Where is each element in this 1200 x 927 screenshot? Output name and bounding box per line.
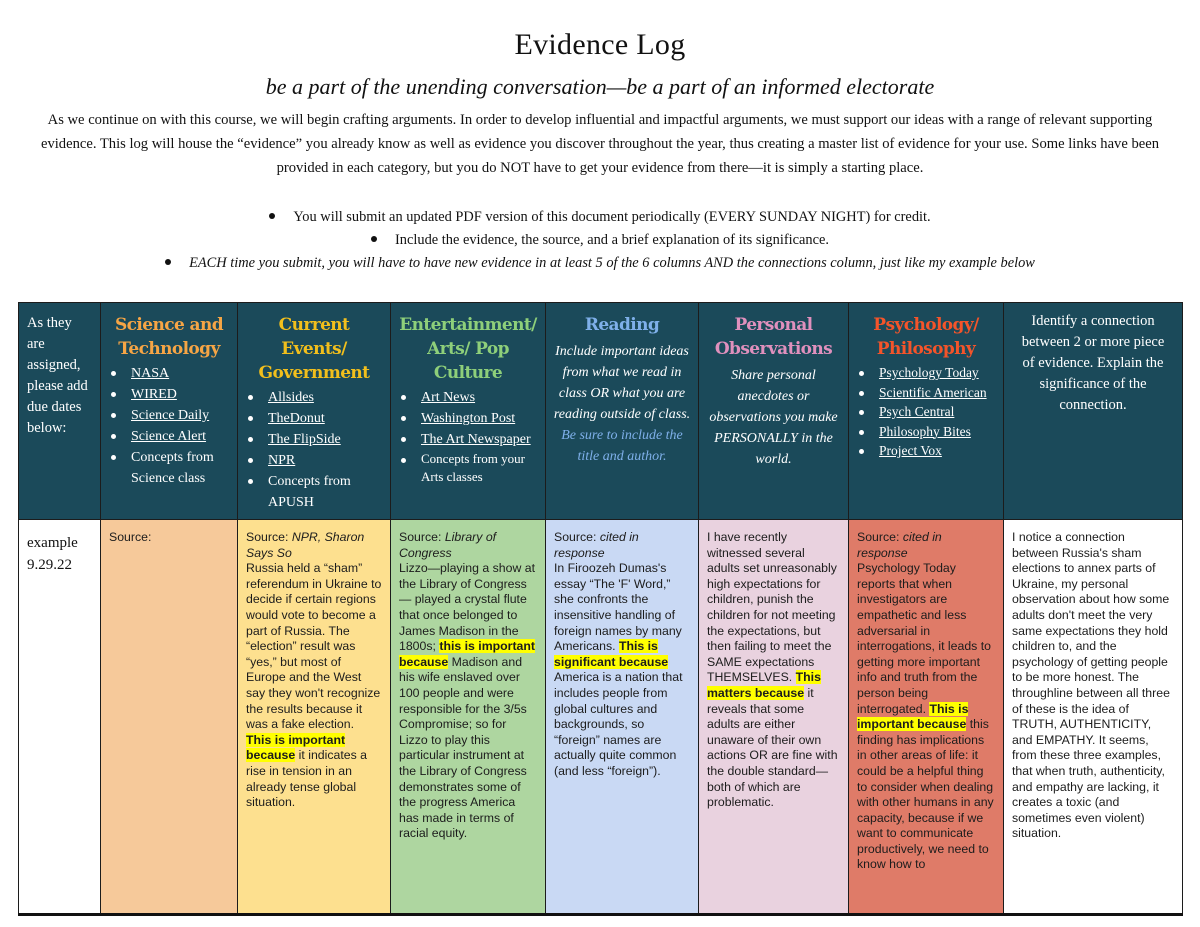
art-news-link[interactable]: Art News xyxy=(421,390,476,405)
reading-header xyxy=(546,303,699,520)
bullet-item: EACH time you submit, you will have to have new evidence in at least 5 of the 6 columns AND the connections column, just like my example below xyxy=(0,252,1200,275)
reading-note-citation: Be sure to include the title and author. xyxy=(561,428,683,464)
apush-concepts: Concepts from APUSH xyxy=(244,471,384,513)
art-newspaper-link[interactable]: The Art Newspaper xyxy=(421,432,531,447)
science-alert-link[interactable]: Science Alert xyxy=(131,429,207,444)
highlight: this is important because xyxy=(399,639,535,669)
example-entertainment-cell[interactable]: Source: Library of Congress Lizzo—playing a show at the Library of Congress— played a crystal flute that once belonged to James Madison in the 1800s; this is important because Madison and his wife enslaved over 100 people and were responsible for the 3/5s Compromise; so for Lizzo to play this particular instrument at the Library of Congress demonstrates some of the progress America has made in terms of racial equity. xyxy=(391,520,546,915)
reading-title: Reading xyxy=(584,315,660,335)
page-subtitle: be a part of the unending conversation—be a part of an informed electorate xyxy=(265,74,935,99)
science-title: Science and Technology xyxy=(114,315,223,359)
wired-link[interactable]: WIRED xyxy=(131,387,177,402)
arts-concepts: Concepts from your Arts classes xyxy=(397,450,539,486)
nasa-link[interactable]: NASA xyxy=(131,366,170,381)
example-reading-cell[interactable]: Source: cited in response In Firoozeh Dumas's essay “The 'F' Word,” she confronts the insensitive handling of foreign names by many Americans. This is significant because America is a nation that includes people from global cultures and backgrounds, so “foreign” names are actually quite common (and less “foreign”). xyxy=(546,520,699,915)
scientific-american-link[interactable]: Scientific American xyxy=(879,384,987,400)
current-events-header xyxy=(238,303,391,520)
highlight: This matters because xyxy=(707,670,821,700)
bullet-icon xyxy=(165,259,171,265)
thedonut-link[interactable]: TheDonut xyxy=(268,411,325,426)
project-vox-link[interactable]: Project Vox xyxy=(879,443,942,458)
instruction-bullets xyxy=(0,206,1200,275)
bullet-icon xyxy=(371,236,377,242)
highlight: This is important because xyxy=(246,732,346,763)
philosophy-bites-link[interactable]: Philosophy Bites xyxy=(879,423,971,439)
page-title: Evidence Log xyxy=(514,28,686,61)
psychology-today-link[interactable]: Psychology Today xyxy=(879,365,979,380)
psych-central-link[interactable]: Psych Central xyxy=(879,404,955,419)
flipside-link[interactable]: The FlipSide xyxy=(268,432,341,447)
bullet-icon xyxy=(269,213,275,219)
example-personal-cell[interactable]: I have recently witnessed several adults set unreasonably high expectations for children, punish the children for not meeting the expectations, but then failing to meet the SAME expectations THEMSELVES. This matters because it reveals that some adults are either unaware of their own actions OR are fine with the double standard—both of which are problematic. xyxy=(699,520,849,915)
example-current-cell[interactable]: Source: NPR, Sharon Says So Russia held a “sham” referendum in Ukraine to decide if certain regions would vote to become a part of Russia. The “election” result was “yes,” but most of Europe and the West say they won't recognize the results because it was a fake election. This is important because it indicates a rise in tension in an already tense global situation. xyxy=(238,520,391,915)
science-concepts: Concepts from Science class xyxy=(107,447,231,489)
bullet-item: You will submit an updated PDF version of this document periodically (EVERY SUNDAY NIGHT) for credit. xyxy=(0,206,1200,229)
highlight: This is significant because xyxy=(554,639,669,669)
allsides-link[interactable]: Allsides xyxy=(268,390,314,405)
reading-note: Include important ideas from what we read in class OR what you are reading outside of class. xyxy=(553,344,691,422)
science-daily-link[interactable]: Science Daily xyxy=(131,408,210,423)
personal-note: Share personal anecdotes or observations you make PERSONALLY in the world. xyxy=(709,368,838,467)
current-events-title: Current Events/ Government xyxy=(258,315,370,383)
entertainment-title: Entertainment/ Arts/ Pop Culture xyxy=(399,315,537,383)
washington-post-link[interactable]: Washington Post xyxy=(421,411,516,426)
npr-link[interactable]: NPR xyxy=(268,453,296,468)
example-row xyxy=(19,520,1183,915)
personal-header xyxy=(699,303,849,520)
science-header xyxy=(101,303,238,520)
header-row xyxy=(19,303,1183,520)
psychology-header xyxy=(849,303,1004,520)
bullet-item: Include the evidence, the source, and a brief explanation of its significance. xyxy=(0,229,1200,252)
connection-header: Identify a connection between 2 or more piece of evidence. Explain the significance of the connection. xyxy=(1004,303,1183,520)
example-connection-cell[interactable]: I notice a connection between Russia's sham elections to annex parts of Ukraine, my personal observation about how some adults don't meet the very same expectations they hold children to, and the psychology of getting people to be more honest. The throughline between all three of these is the idea of TRUTH, AUTHENTICITY, and EMPATHY. It seems, from these three examples, that when truth, authenticity, and empathy are lacking, it creates a toxic (and sometimes even violent) situation. xyxy=(1004,520,1183,915)
intro-paragraph: As we continue on with this course, we will begin crafting arguments. In order to develop influential and impactful arguments, we must support our ideas with a range of relevant supporting evidence. This log will house the “evidence” you already know as well as evidence you discover throughout the year, thus creating a master list of evidence for your use. Some links have been provided in each category, but you do NOT have to get your evidence from there—it is simply a starting place. xyxy=(40,112,1160,176)
highlight: This is important because xyxy=(857,701,969,732)
example-date-cell: example 9.29.22 xyxy=(19,520,101,915)
psychology-title: Psychology/ Philosophy xyxy=(873,315,979,359)
evidence-table xyxy=(18,302,1183,916)
personal-title: Personal Observations xyxy=(714,315,833,359)
example-psychology-cell[interactable]: Source: cited in response Psychology Today reports that when investigators are empathetic and less adversarial in interrogations, it leads to getting more important info and truth from the person being interrogated. This is important because this finding has implications in other areas of life: it could be a helpful thing to consider when dealing with other humans in any capacity, because if we want to communicate productively, we need to know how to xyxy=(849,520,1004,915)
example-science-cell[interactable]: Source: xyxy=(101,520,238,915)
entertainment-header xyxy=(391,303,546,520)
due-dates-header: As they are assigned, please add due dates below: xyxy=(19,303,101,520)
